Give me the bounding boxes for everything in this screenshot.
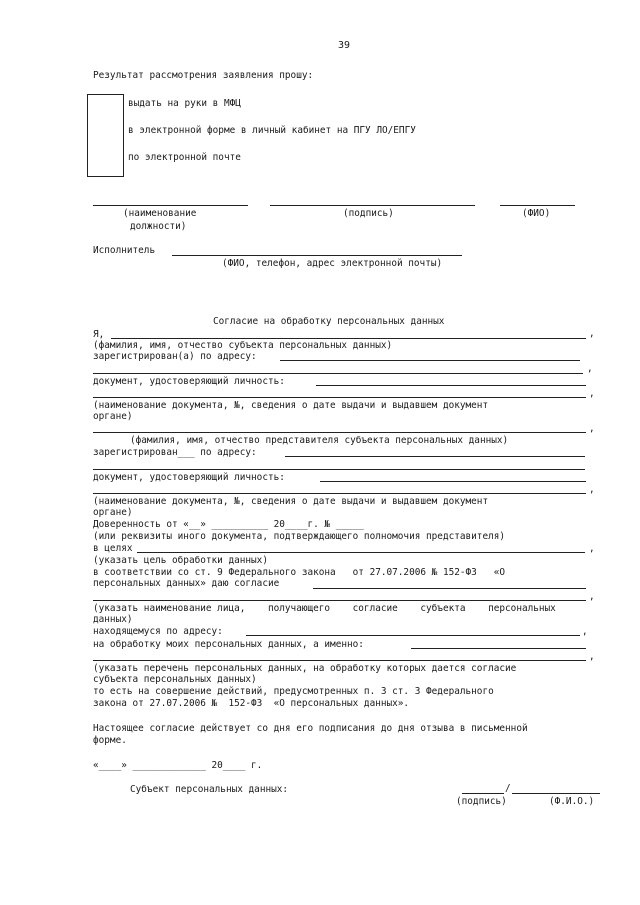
document-hint-2: органе)	[93, 411, 133, 422]
subject-fio-hint: (фамилия, имя, отчество субъекта персональных данных)	[93, 340, 393, 351]
fio-hint: (ФИО)	[522, 208, 551, 219]
validity-text: Настоящее согласие действует со дня его подписания до дня отзыва в письменной	[93, 723, 528, 734]
document2-label: документ, удостоверяющий личность:	[93, 472, 285, 483]
subject-fio-line-bottom[interactable]	[512, 793, 600, 794]
comma: ,	[587, 363, 593, 374]
subject-fio-line[interactable]	[111, 338, 586, 339]
address-line-1[interactable]	[280, 360, 580, 361]
position-hint: (наименование	[123, 208, 197, 219]
rep-document-line-1[interactable]	[320, 481, 586, 482]
position-hint-2: должности)	[130, 221, 187, 232]
rep-document-line-2[interactable]	[93, 493, 586, 494]
document-hint: (наименование документа, №, сведения о дате выдачи и выдавшем документ	[93, 400, 489, 411]
subject-fio-hint-bottom: (Ф.И.О.)	[549, 796, 595, 807]
option-label-personal-account: в электронной форме в личный кабинет на ПГУ ЛО/ЕПГУ	[128, 125, 416, 136]
executor-hint: (ФИО, телефон, адрес электронной почты)	[222, 258, 443, 269]
subject-signature-hint: (подпись)	[456, 796, 507, 807]
purpose-line[interactable]	[137, 552, 585, 553]
actions-text-2: закона от 27.07.2006 № 152-ФЗ «О персональных данных».	[93, 698, 410, 709]
comma: ,	[589, 543, 595, 554]
list-hint: (указать перечень персональных данных, на обработку которых дается согласие	[93, 663, 517, 674]
position-line[interactable]	[93, 205, 248, 206]
power-of-attorney: Доверенность от «__» __________ 20____г. № _____	[93, 519, 364, 530]
recipient-line-1[interactable]	[313, 588, 586, 589]
comma: ,	[589, 388, 595, 399]
validity-text-2: форме.	[93, 735, 127, 746]
document2-hint: (наименование документа, №, сведения о дате выдачи и выдавшем документ	[93, 496, 489, 507]
executor-label: Исполнитель	[93, 245, 156, 256]
checkbox-hand-delivery[interactable]	[87, 94, 124, 123]
power-of-attorney-hint: (или реквизиты иного документа, подтверждающего полномочия представителя)	[93, 531, 506, 542]
checkbox-personal-account[interactable]	[87, 121, 124, 149]
ya-label: Я,	[93, 329, 105, 340]
option-label-email: по электронной почте	[128, 152, 241, 163]
processing-label: на обработку моих персональных данных, а именно:	[93, 639, 364, 650]
law-text: в соответствии со ст. 9 Федерального закона от 27.07.2006 № 152-ФЗ «О	[93, 567, 506, 578]
list-hint-2: субъекта персональных данных)	[93, 674, 257, 685]
processing-line-2[interactable]	[93, 660, 586, 661]
fio-line[interactable]	[500, 205, 575, 206]
comma: ,	[589, 651, 595, 662]
document-label: документ, удостоверяющий личность:	[93, 376, 285, 387]
law-text-2: персональных данных» даю согласие	[93, 578, 280, 589]
subject-signature-line[interactable]	[462, 793, 504, 794]
recipient-hint: (указать наименование лица, получающего согласие субъекта персональных	[93, 603, 556, 614]
purpose-label: в целях	[93, 543, 133, 554]
page-number: 39	[338, 40, 351, 51]
checkbox-email[interactable]	[87, 148, 124, 177]
rep-address-line-2[interactable]	[93, 469, 585, 470]
processing-line-1[interactable]	[411, 648, 586, 649]
result-heading: Результат рассмотрения заявления прошу:	[93, 70, 314, 81]
signature-line[interactable]	[270, 205, 475, 206]
located-line[interactable]	[246, 635, 580, 636]
comma: ,	[589, 423, 595, 434]
consent-title: Согласие на обработку персональных данных	[213, 316, 445, 327]
registered-label: зарегистрирован(а) по адресу:	[93, 351, 257, 362]
comma: ,	[589, 591, 595, 602]
recipient-line-2[interactable]	[93, 600, 586, 601]
registered2-label: зарегистрирован___ по адресу:	[93, 447, 257, 458]
rep-address-line-1[interactable]	[285, 456, 585, 457]
document2-hint-2: органе)	[93, 507, 133, 518]
address-line-2[interactable]	[93, 373, 583, 374]
purpose-hint: (указать цель обработки данных)	[93, 555, 268, 566]
representative-fio-line[interactable]	[93, 432, 586, 433]
executor-line[interactable]	[172, 255, 462, 256]
representative-fio-hint: (фамилия, имя, отчество представителя субъекта персональных данных)	[130, 435, 509, 446]
date-field[interactable]: «____» _____________ 20____ г.	[93, 760, 263, 771]
option-label-hand-delivery: выдать на руки в МФЦ	[128, 98, 241, 109]
document-line-1[interactable]	[316, 385, 586, 386]
located-label: находящемуся по адресу:	[93, 626, 223, 637]
subject-label: Субъект персональных данных:	[130, 784, 289, 795]
signature-hint: (подпись)	[343, 208, 394, 219]
recipient-hint-2: данных)	[93, 614, 133, 625]
document-line-2[interactable]	[93, 397, 586, 398]
comma: ,	[582, 626, 588, 637]
comma: ,	[589, 484, 595, 495]
actions-text: то есть на совершение действий, предусмотренных п. 3 ст. 3 Федерального	[93, 686, 494, 697]
signature-slash: /	[505, 783, 511, 794]
comma: ,	[589, 328, 595, 339]
